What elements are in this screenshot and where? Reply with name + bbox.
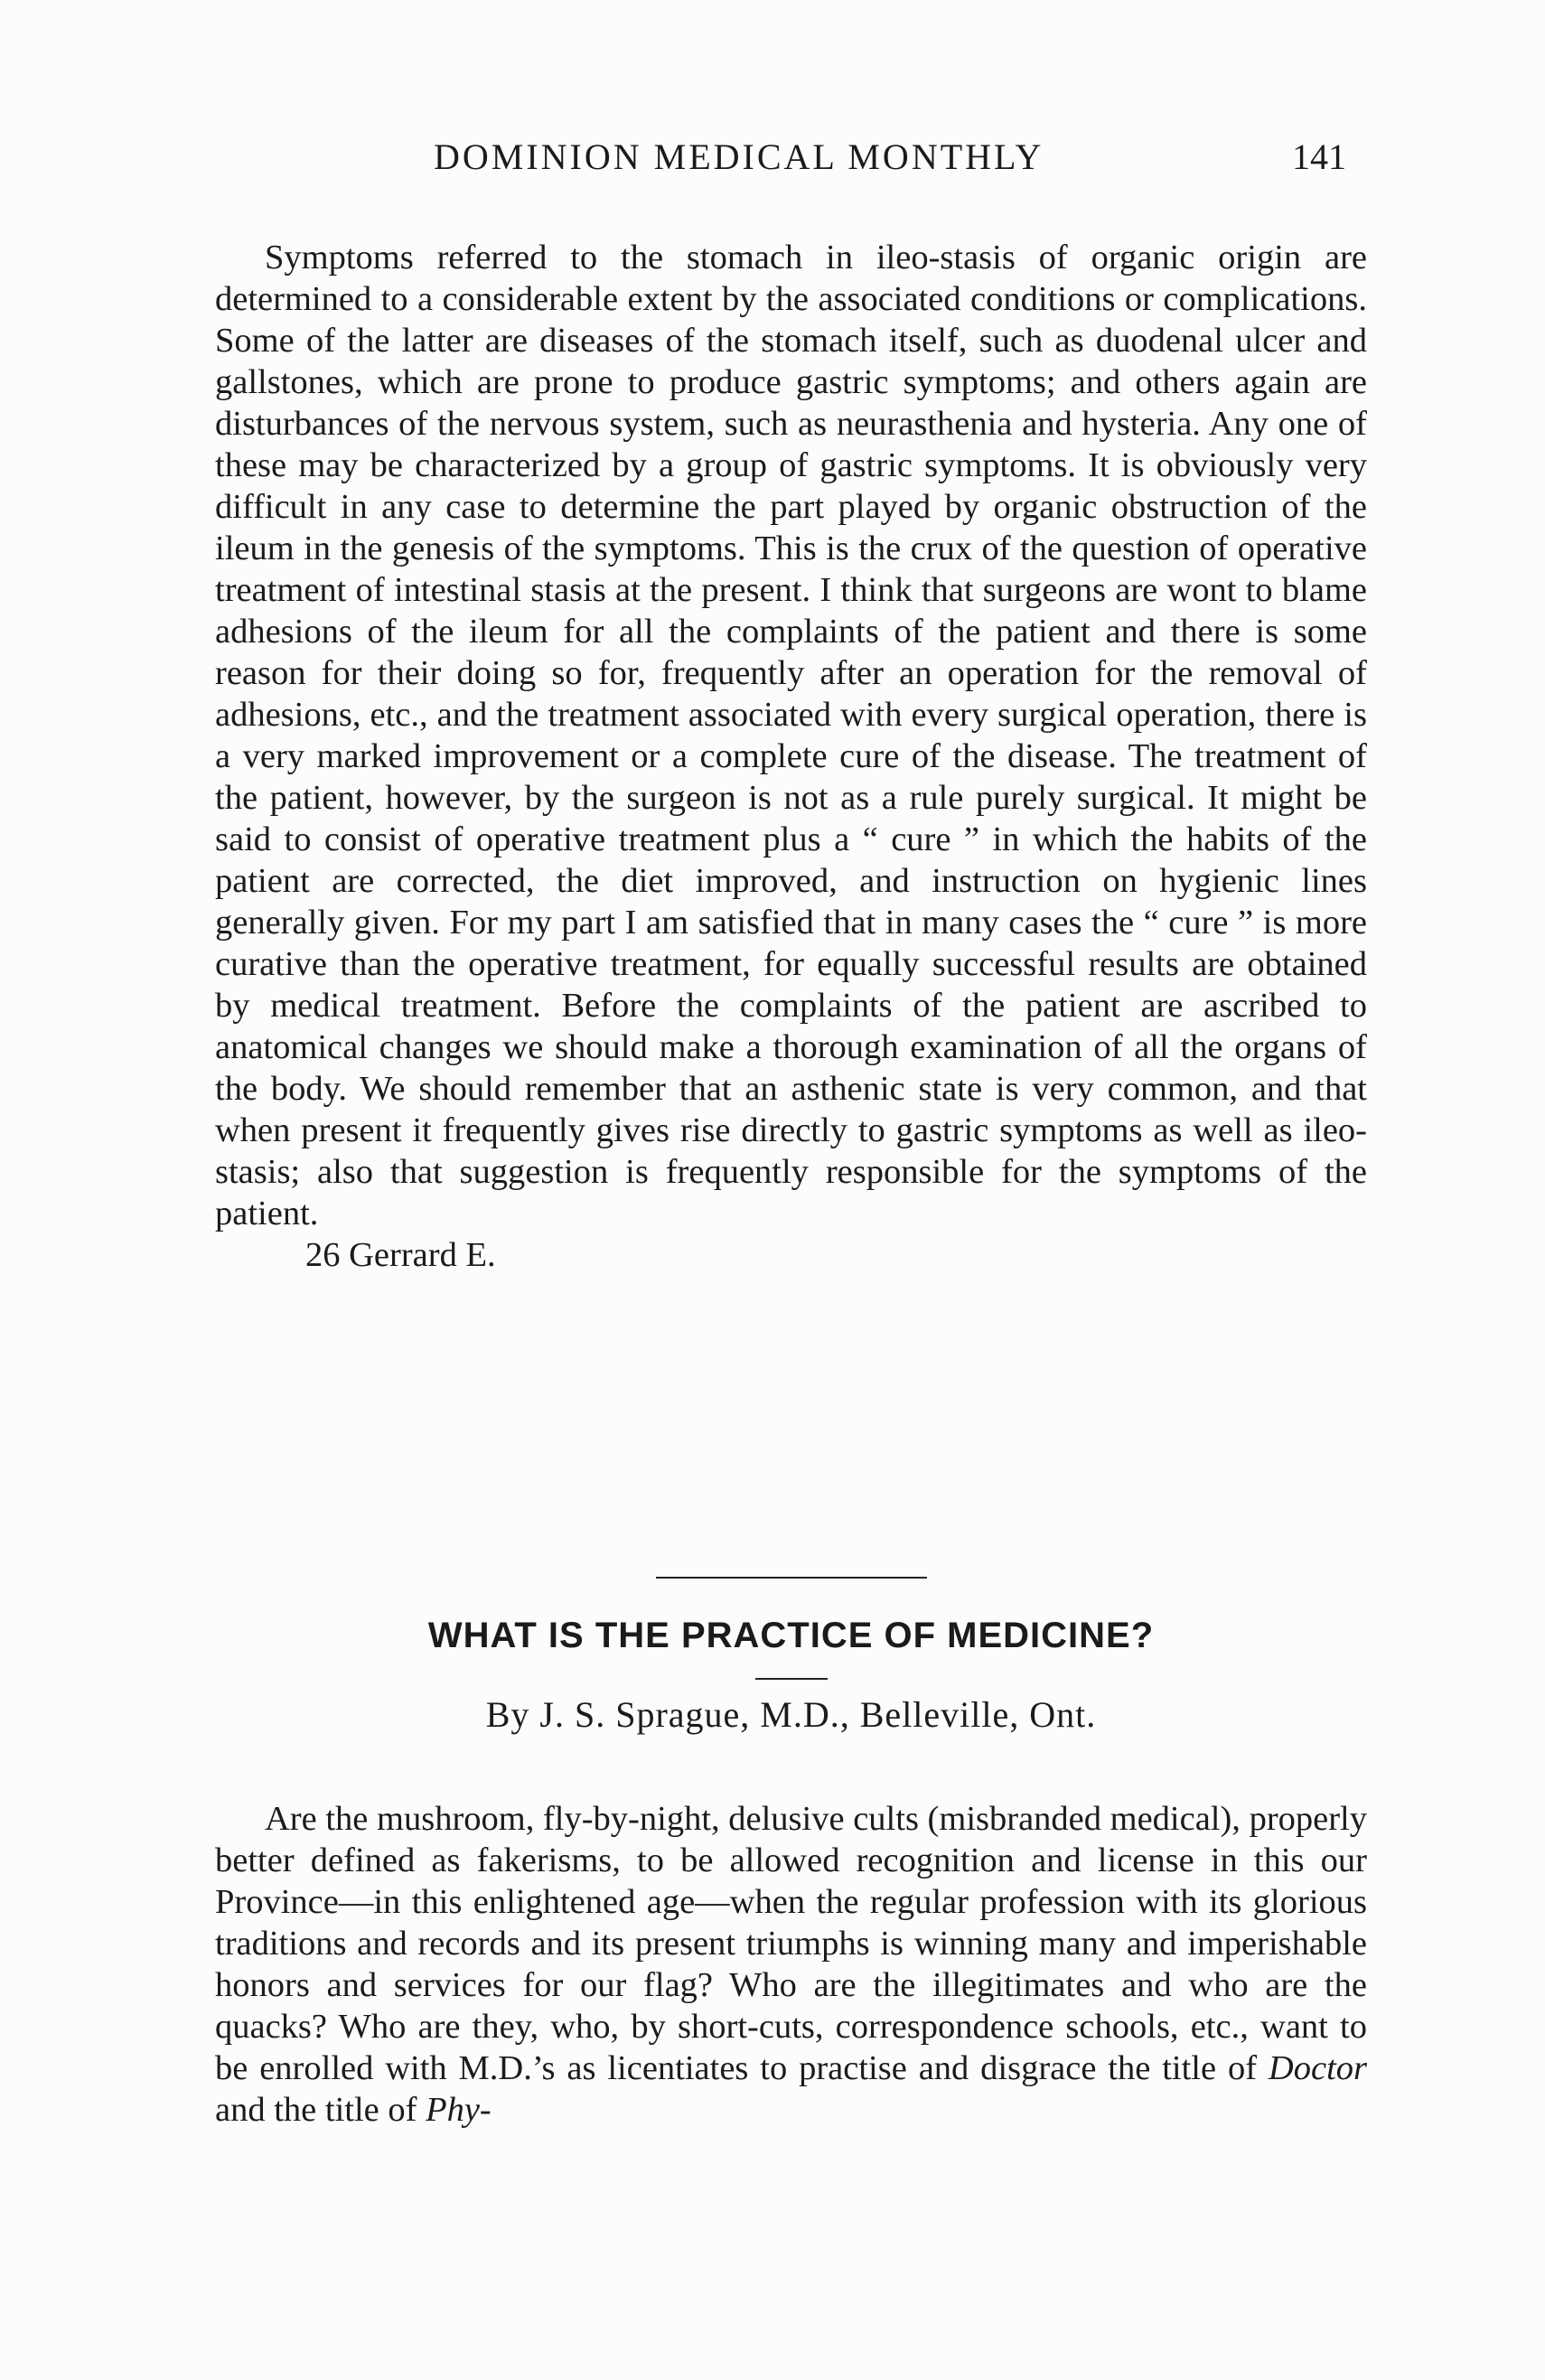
opening-paragraph bbox=[215, 1798, 1367, 2131]
article-heading-block bbox=[215, 1577, 1367, 1738]
article-byline: By J. S. Sprague, M.D., Belleville, Ont. bbox=[485, 1694, 1097, 1735]
italic-term-doctor: Doctor bbox=[1268, 2049, 1367, 2087]
title-divider-rule bbox=[755, 1678, 828, 1680]
running-head: DOMINION MEDICAL MONTHLY bbox=[434, 136, 1044, 177]
author-address: 26 Gerrard E. bbox=[305, 1236, 496, 1274]
closing-paragraph: Symptoms referred to the stomach in ileo-stasis of organic origin are determined to a considerable extent by the associated conditions or complications. Some of the latter are diseases of the stomach itself, such as duodenal ulcer and gallstones, which are prone to produce gastric symptoms; and others again are disturbances of the nervous system, such as neurasthenia and hysteria. Any one of these may be characterized by a group of gastric symptoms. It is obviously very difficult in any case to determine the part played by organic obstruction of the ileum in the genesis of the symptoms. This is the crux of the question of operative treatment of intestinal stasis at the present. I think that surgeons are wont to blame adhesions of the ileum for all the complaints of the patient and there is some reason for their doing so for, frequently after an operation for the removal of adhesions, etc., and the treatment associated with every surgical operation, there is a very marked improvement or a complete cure of the disease. The treatment of the patient, however, by the surgeon is not as a rule purely surgical. It might be said to consist of operative treatment plus a “ cure ” in which the habits of the patient are corrected, the diet improved, and instruction on hygienic lines generally given. For my part I am satisfied that in many cases the “ cure ” is more curative than the operative treatment, for equally successful results are obtained by medical treatment. Before the complaints of the patient are ascribed to anatomical changes we should make a thorough examination of all the organs of the body. We should remember that an asthenic state is very common, and that when present it frequently gives rise directly to gastric symptoms as well as ileo-stasis; also that suggestion is frequently responsible for the symptoms of the patient. bbox=[215, 239, 1367, 1232]
page-header bbox=[208, 136, 1346, 190]
article-body bbox=[215, 1798, 1367, 2131]
opening-paragraph-continuation: and the title of bbox=[215, 2091, 426, 2129]
italic-term-physician: Phy- bbox=[426, 2091, 492, 2129]
previous-article-conclusion bbox=[215, 237, 1367, 1276]
section-divider-rule bbox=[656, 1577, 927, 1579]
page-number: 141 bbox=[1292, 136, 1346, 177]
opening-paragraph-text: Are the mushroom, fly-by-night, delusive cults (misbranded medical), properly better defined as fakerisms, to be allowed recognition and license in this our Province—in this enlightened age—when the regular profession with its glorious traditions and records and its present triumphs is winning many and imperishable honors and services for our flag? Who are the illegitimates and who are the quacks? Who are they, who, by short-cuts, correspondence schools, etc., want to be enrolled with M.D.’s as licentiates to practise and disgrace the title of bbox=[215, 1800, 1367, 2087]
article-title: WHAT IS THE PRACTICE OF MEDICINE? bbox=[427, 1616, 1155, 1655]
